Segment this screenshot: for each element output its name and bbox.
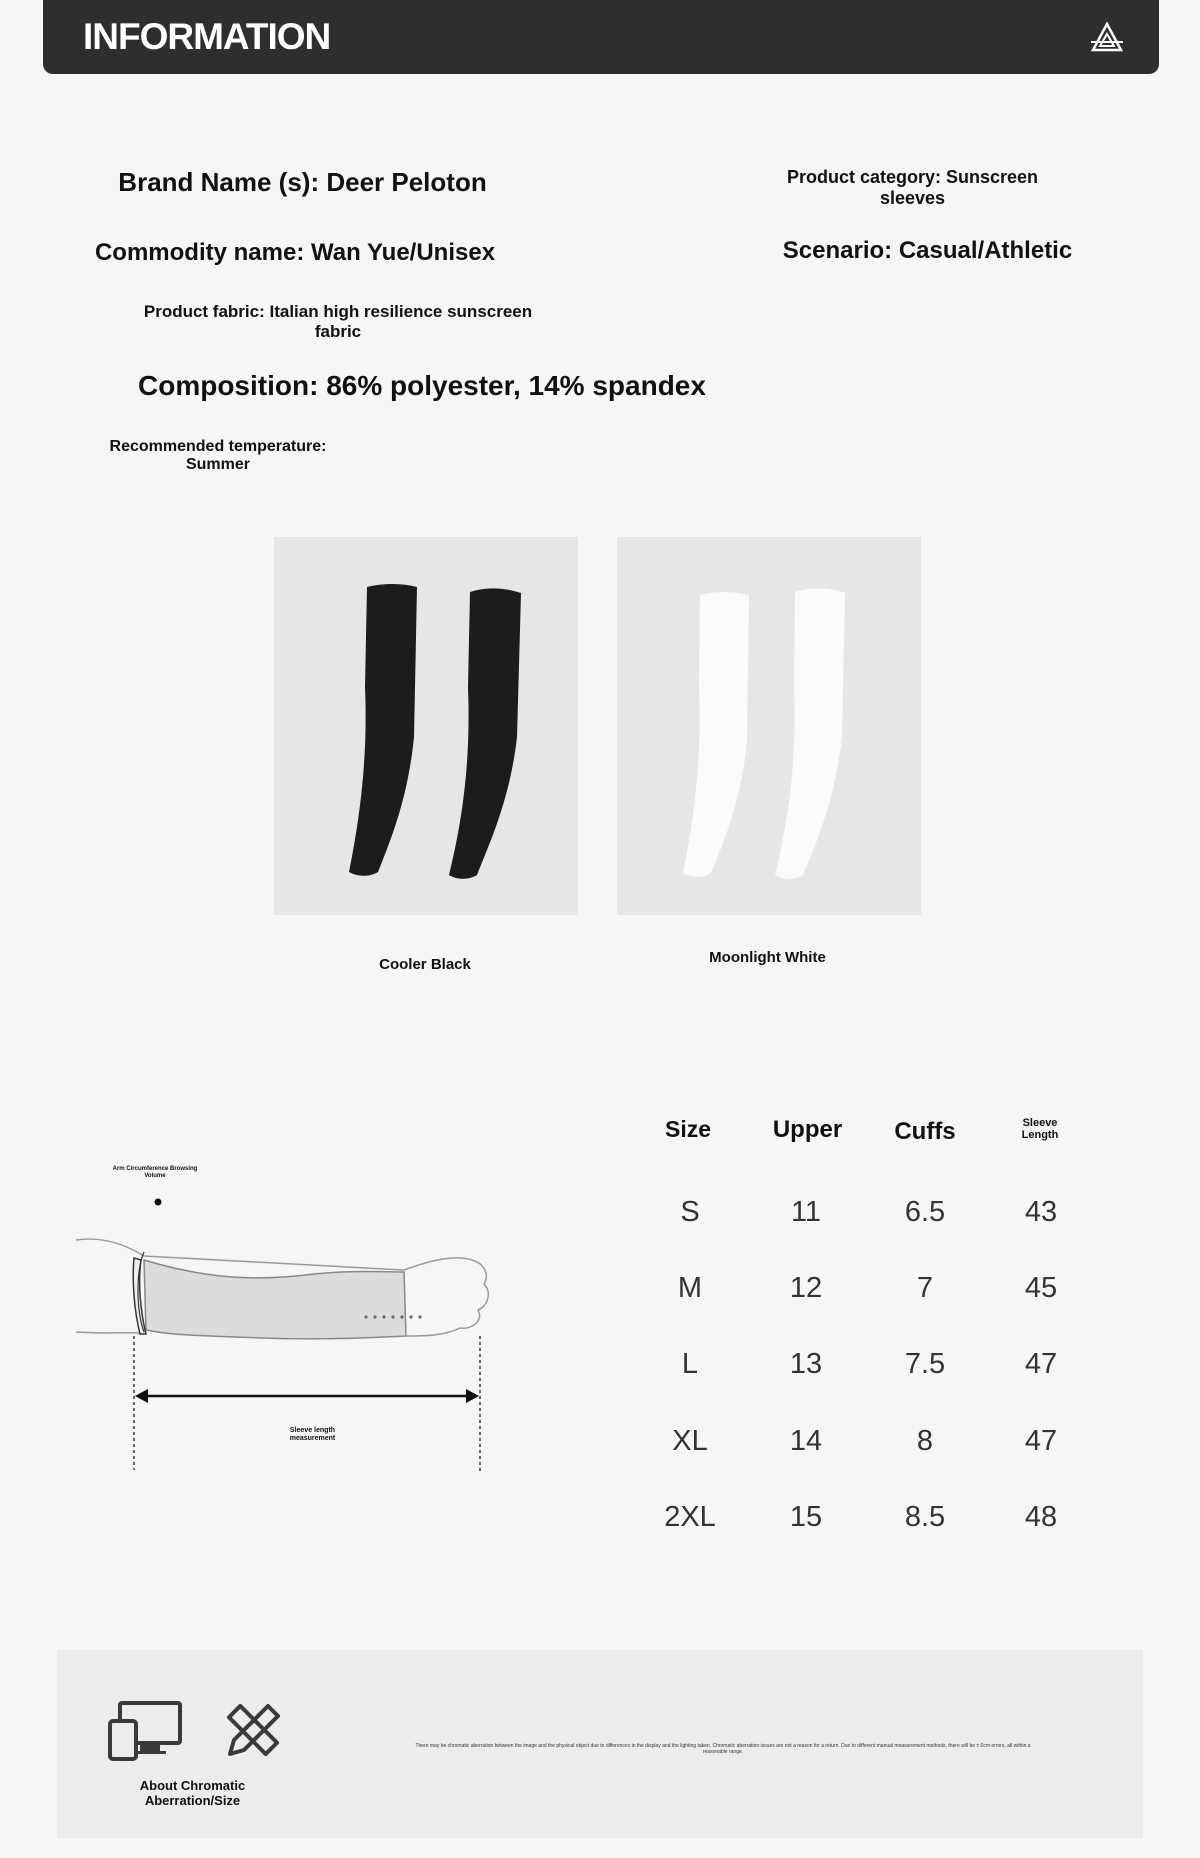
header-size: Size <box>664 1116 712 1142</box>
recommended-temperature: Recommended temperature: Summer <box>109 438 327 474</box>
table-cell-sleeve: 47 <box>1024 1425 1058 1457</box>
devices-icon <box>108 1701 182 1761</box>
scenario: Scenario: Casual/Athletic <box>782 237 1073 264</box>
ruler-pencil-icon <box>222 1700 284 1760</box>
page-title: INFORMATION <box>83 16 331 57</box>
table-cell-cuffs: 7.5 <box>904 1348 946 1380</box>
table-cell-cuffs: 6.5 <box>904 1196 946 1228</box>
table-cell-sleeve: 43 <box>1024 1196 1058 1228</box>
product-category: Product category: Sunscreen sleeves <box>786 167 1039 208</box>
header-cuffs: Cuffs <box>894 1118 956 1145</box>
footer-disclaimer: There may be chromatic aberration between the image and the physical object due to differences in the display and the lighting taken. Chromatic aberration issues are not a reason for a return. Due to different manual measurement methods, there will be ± 0cm errors, all within a reasonable range. <box>415 1743 1031 1755</box>
table-cell-sleeve: 45 <box>1024 1272 1058 1304</box>
sleeve-length-label: Sleeve length measurement <box>289 1427 336 1442</box>
table-cell-upper: 13 <box>789 1348 823 1380</box>
table-cell-sleeve: 48 <box>1024 1501 1058 1533</box>
arm-circumference-label: Arm Circumference Browsing Volume <box>112 1166 198 1179</box>
composition: Composition: 86% polyester, 14% spandex <box>138 370 706 401</box>
product-fabric: Product fabric: Italian high resilience sunscreen fabric <box>143 302 533 341</box>
black-sleeve-photo <box>274 537 578 915</box>
white-sleeve-photo <box>617 537 921 915</box>
triangle-logo-icon <box>1089 20 1125 54</box>
table-cell-upper: 14 <box>789 1425 823 1457</box>
color-label-white: Moonlight White <box>709 949 826 966</box>
table-cell-size: XL <box>672 1425 708 1457</box>
table-cell-upper: 11 <box>790 1196 822 1228</box>
footer-label: About Chromatic Aberration/Size <box>139 1778 246 1808</box>
table-cell-size: 2XL <box>664 1501 716 1533</box>
brand-name: Brand Name (s): Deer Peloton <box>118 167 487 197</box>
header-bar <box>43 0 1159 74</box>
header-sleeve-length: Sleeve Length <box>1021 1117 1059 1142</box>
color-label-black: Cooler Black <box>379 956 471 973</box>
table-cell-sleeve: 47 <box>1024 1348 1058 1380</box>
table-cell-size: L <box>681 1348 699 1380</box>
commodity-name: Commodity name: Wan Yue/Unisex <box>94 239 496 266</box>
table-cell-size: S <box>680 1196 700 1228</box>
header-upper: Upper <box>772 1116 843 1143</box>
table-cell-upper: 15 <box>789 1501 823 1533</box>
table-cell-cuffs: 7 <box>916 1272 934 1304</box>
table-cell-upper: 12 <box>789 1272 823 1304</box>
table-cell-cuffs: 8.5 <box>904 1501 946 1533</box>
table-cell-cuffs: 8 <box>916 1425 934 1457</box>
table-cell-size: M <box>677 1272 703 1304</box>
